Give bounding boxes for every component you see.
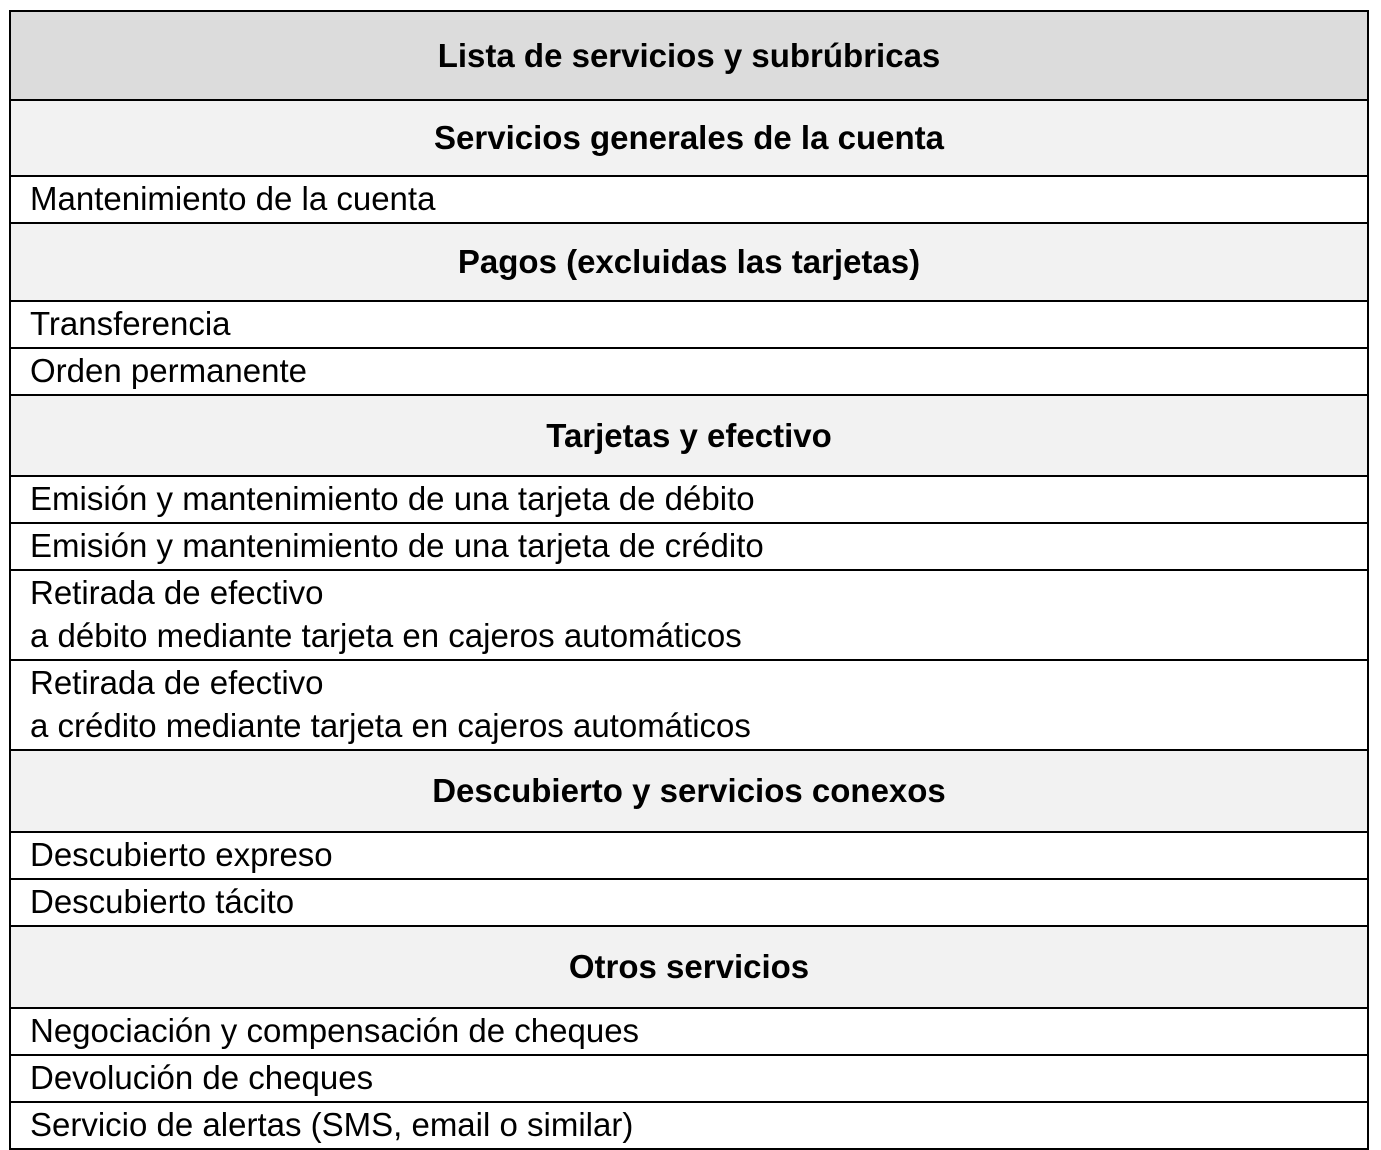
title-row	[10, 11, 1368, 100]
services-table	[9, 10, 1369, 1150]
service-item-text: Devolución de cheques	[30, 1059, 374, 1096]
service-item	[10, 476, 1368, 523]
service-item-text: Emisión y mantenimiento de una tarjeta de débito	[30, 480, 755, 517]
service-item-text: Mantenimiento de la cuenta	[30, 180, 436, 217]
service-item	[10, 570, 1368, 660]
service-item	[10, 660, 1368, 750]
service-item	[10, 832, 1368, 879]
service-item	[10, 176, 1368, 223]
table-body	[10, 11, 1368, 1149]
service-row	[10, 348, 1368, 395]
service-item	[10, 1055, 1368, 1102]
service-item	[10, 1008, 1368, 1055]
section-heading: Pagos (excluidas las tarjetas)	[10, 223, 1368, 301]
service-row	[10, 660, 1368, 750]
section-row	[10, 395, 1368, 476]
section-heading: Servicios generales de la cuenta	[10, 100, 1368, 176]
section-row	[10, 223, 1368, 301]
service-item-text: Orden permanente	[30, 352, 308, 389]
service-item	[10, 523, 1368, 570]
service-row	[10, 570, 1368, 660]
section-heading: Tarjetas y efectivo	[10, 395, 1368, 476]
section-row	[10, 926, 1368, 1008]
service-item-text: Emisión y mantenimiento de una tarjeta de crédito	[30, 527, 764, 564]
service-item-text: Descubierto expreso	[30, 836, 333, 873]
service-row	[10, 879, 1368, 926]
service-item-text: a crédito mediante tarjeta en cajeros automáticos	[30, 707, 751, 744]
section-heading: Otros servicios	[10, 926, 1368, 1008]
section-row	[10, 100, 1368, 176]
service-row	[10, 301, 1368, 348]
service-item-text: Retirada de efectivo	[30, 664, 324, 701]
service-row	[10, 1102, 1368, 1149]
service-row	[10, 523, 1368, 570]
service-row	[10, 476, 1368, 523]
section-heading: Descubierto y servicios conexos	[10, 750, 1368, 832]
service-item-text: Retirada de efectivo	[30, 574, 324, 611]
service-item-text: Transferencia	[30, 305, 231, 342]
section-row	[10, 750, 1368, 832]
service-row	[10, 1008, 1368, 1055]
service-item	[10, 879, 1368, 926]
service-item-text: Servicio de alertas (SMS, email o similar)	[30, 1106, 634, 1143]
service-row	[10, 832, 1368, 879]
table-title: Lista de servicios y subrúbricas	[10, 11, 1368, 100]
service-item	[10, 1102, 1368, 1149]
service-item-text: a débito mediante tarjeta en cajeros automáticos	[30, 617, 742, 654]
service-item-text: Negociación y compensación de cheques	[30, 1012, 640, 1049]
service-item-text: Descubierto tácito	[30, 883, 295, 920]
service-row	[10, 176, 1368, 223]
service-row	[10, 1055, 1368, 1102]
service-item	[10, 348, 1368, 395]
service-item	[10, 301, 1368, 348]
